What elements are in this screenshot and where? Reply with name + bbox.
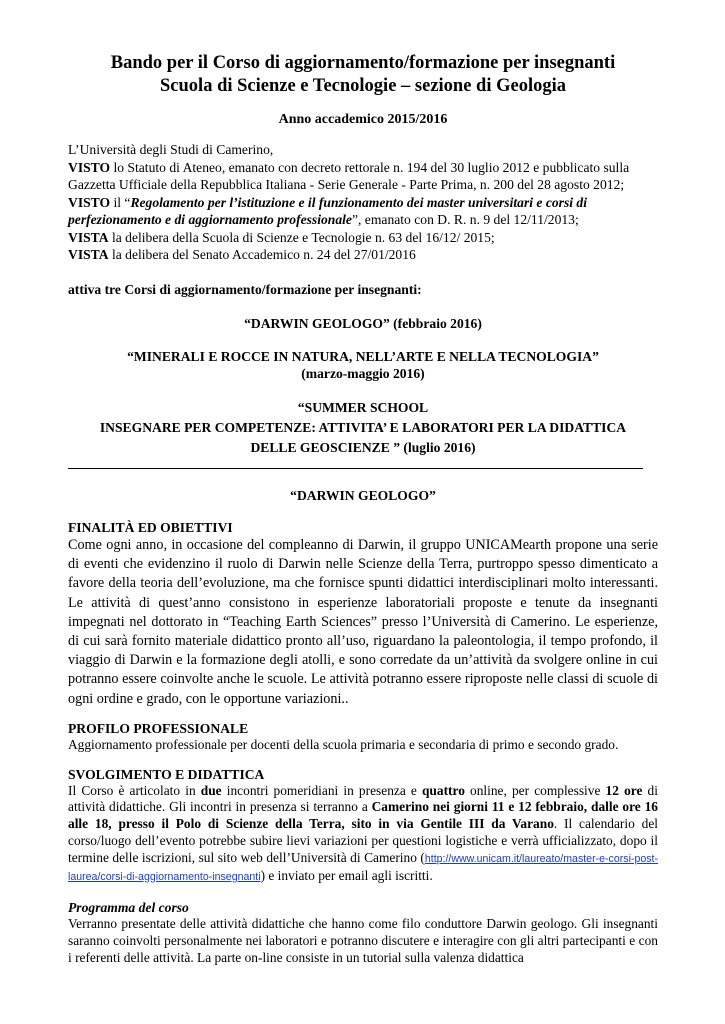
programma-heading: Programma del corso — [68, 900, 189, 916]
preamble-intro: L’Università degli Studi di Camerino, — [68, 142, 274, 157]
svolgimento-section — [68, 766, 658, 886]
programma-text: Verranno presentate delle attività didattiche che hanno come filo conduttore Darwin geologo. Gli insegnanti saranno coinvolti personalmente nei laboratori e potranno discutere e interagire con gli altri partecipanti e con i referenti delle attività. La parte on-line consiste in un tutorial sulla valenza didattica — [68, 916, 658, 965]
profilo-text: Aggiornamento professionale per docenti della scuola primaria e secondaria di primo e secondo grado. — [68, 736, 619, 752]
vista-keyword: VISTA — [68, 229, 109, 245]
svolgimento-text: Il Corso è articolato in due incontri pomeridiani in presenza e quattro online, per complessive 12 ore di attività didattiche. Gli incontri in presenza si terranno a Camerino nei giorni 11 e 12 febbraio, dalle ore 16 alle 18, presso il Polo di Scienze della Terra, sito in via Gentile III da Varano. Il calendario del corso/luogo dell’evento potrebbe subire lievi variazioni per questioni logistiche e verrà ufficializzato, dopo il termine delle iscrizioni, sul sito web dell’Università di Camerino (http://www.unicam.it/laureato/master-e-corsi-post-laurea/corsi-di-aggiornamento-insegnanti) e inviato per email agli iscritti. — [68, 782, 658, 883]
academic-year: Anno accademico 2015/2016 — [278, 112, 448, 127]
finalita-section — [68, 519, 658, 709]
course-3-title: “SUMMER SCHOOL INSEGNARE PER COMPETENZE: ATTIVITA’ E LABORATORI PER LA DIDATTICA DELLE GEOSCIENZE ” (luglio 2016) — [99, 399, 627, 455]
course-2-title: “MINERALI E ROCCE IN NATURA, NELL’ARTE E NELLA TECNOLOGIA” (marzo-maggio 2016) — [127, 348, 599, 381]
svolgimento-heading: SVOLGIMENTO E DIDATTICA — [68, 766, 265, 782]
activates-statement: attiva tre Corsi di aggiornamento/formazione per insegnanti: — [68, 281, 422, 297]
visto-keyword: VISTO — [68, 194, 111, 210]
profilo-heading: PROFILO PROFESSIONALE — [68, 720, 249, 736]
profilo-section — [68, 720, 658, 754]
document-page — [68, 52, 658, 967]
section-divider — [68, 468, 643, 469]
section-title: “DARWIN GEOLOGO” — [290, 487, 436, 503]
preamble-vista-scuola: VISTA la delibera della Scuola di Scienze e Tecnologie n. 63 del 16/12/ 2015; — [68, 229, 495, 245]
programma-section — [68, 899, 658, 966]
preamble-visto-statuto: VISTO lo Statuto di Ateneo, emanato con decreto rettorale n. 194 del 30 luglio 2012 e pubblicato sulla Gazzetta Ufficiale della Repubblica Italiana - Serie Generale - Parte Prima, n. 200 del 28 agosto 2012; — [68, 159, 630, 192]
preamble — [68, 141, 658, 264]
finalita-text: Come ogni anno, in occasione del compleanno di Darwin, il gruppo UNICAMearth propone una serie di eventi che evidenzino il ruolo di Darwin nelle Scienze della Terra, purtroppo spesso dimenticato a favore della teoria dell’evoluzione, ma che fornisce spunti didattici interdisciplinari molto interessanti. Le attività di quest’anno consistono in esperienze laboratoriali proposte e tenute da insegnanti impegnati nel dottorato in “Teaching Earth Sciences” presso l’Università di Camerino. Le esperienze, di cui sarà fornito materiale didattico pronto all’uso, riguardano la paleontologia, il tempo profondo, il viaggio di Darwin e la formazione degli atolli, e sono corredate da un’attività da svolgere online in cui potranno essere coinvolte anche le scuole. Le attività potranno essere riproposte nelle classi di scuole di ogni ordine e grado, con le opportune variazioni.. — [68, 537, 658, 707]
preamble-visto-regolamento: VISTO il “Regolamento per l’istituzione e il funzionamento dei master universitari e corsi di perfezionamento e di aggiornamento professionale”, emanato con D. R. n. 9 del 12/11/2013; — [68, 194, 588, 227]
document-title-line-2: Scuola di Scienze e Tecnologie – sezione di Geologia — [160, 76, 566, 96]
finalita-heading: FINALITÀ ED OBIETTIVI — [68, 520, 233, 535]
corsi-aggiornamento-link[interactable]: http://www.unicam.it/laureato/master-e-corsi-post-laurea/corsi-di-aggiornamento-insegnanti — [68, 852, 658, 883]
course-1-title: “DARWIN GEOLOGO” (febbraio 2016) — [244, 316, 482, 331]
preamble-vista-senato: VISTA la delibera del Senato Accademico n. 24 del 27/01/2016 — [68, 247, 416, 262]
vista-keyword: VISTA — [68, 247, 109, 262]
document-title-line-1: Bando per il Corso di aggiornamento/formazione per insegnanti — [110, 53, 616, 73]
visto-keyword: VISTO — [68, 159, 111, 175]
